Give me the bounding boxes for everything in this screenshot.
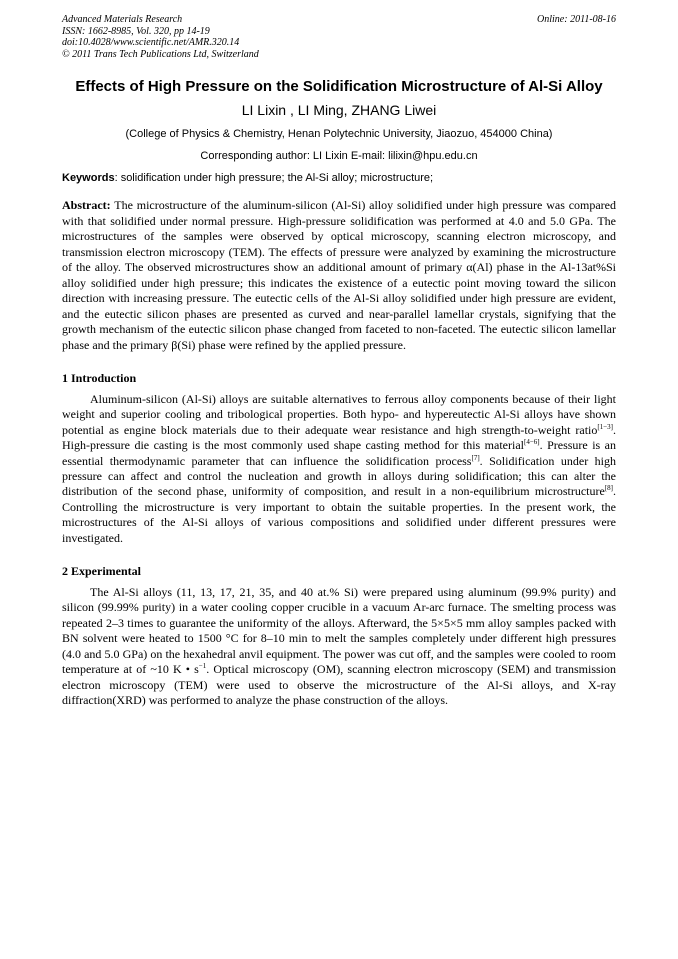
intro-text-4: . Solidification under high pressure can affect and control the nucleation and growth in alloys during solidification; this can alter the distribution of the second phase, uniformity of composition, and result in a non-equilibrium microstructure (62, 453, 616, 499)
introduction-paragraph (62, 392, 616, 546)
authors: LI Lixin , LI Ming, ZHANG Liwei (241, 102, 437, 118)
section-heading-introduction: 1 Introduction (62, 371, 137, 385)
intro-text-5: . Controlling the microstructure is very important to obtain the suitable properties. In the present work, the microstructures of the Al-Si alloys of various compositions and solidified under different pressures were investigated. (62, 484, 616, 545)
experimental-text-2: . Optical microscopy (OM), scanning electron microscopy (SEM) and transmission electron microscopy (TEM) were used to observe the microstructure of the Al-Si alloys, and X-ray diffraction(XRD) was performed to analyze the phase construction of the alloys. (62, 662, 616, 707)
section-heading-experimental: 2 Experimental (62, 564, 141, 579)
keywords-text: : solidification under high pressure; the Al-Si alloy; microstructure; (114, 172, 434, 184)
unit-exponent: −1 (198, 662, 207, 671)
online-date: Online: 2011-08-16 (537, 14, 616, 25)
citation-ref: [4−6] (523, 438, 540, 447)
issn-line: ISSN: 1662-8985, Vol. 320, pp 14-19 (62, 25, 210, 37)
citation-ref: [8] (604, 484, 613, 493)
abstract (62, 198, 616, 353)
abstract-text: The microstructure of the aluminum-silicon (Al-Si) alloy solidified under high pressure was compared with that solidified under normal pressure. High-pressure solidification was performed at 4.0 and 5.0 GPa. The microstructures of the samples were observed by optical microscopy, scanning electron microscopy, and transmission electron microscopy (TEM). The effects of pressure were analyzed by examining the microstructure of the alloy. The observed microstructures show an additional amount of primary α(Al) phase in the Al-13at%Si alloy solidified under high pressure; this indicates the existence of a eutectic point moving toward the silicon direction with increasing pressure. The eutectic cells of the Al-Si alloy solidified under high pressure are evident, and the eutectic silicon phases are presented as curved and near-parallel lamellar crystals, signifying that the growth mechanism of the eutectic silicon phase changed from faceted to non-faceted. The eutectic silicon lamellar phase and the primary β(Si) phase were refined by the applied pressure. (62, 198, 616, 352)
journal-name: Advanced Materials Research (62, 14, 183, 25)
copyright-line: © 2011 Trans Tech Publications Ltd, Switzerland (62, 48, 259, 60)
intro-text-2: . High-pressure die casting is the most commonly used shape casting method for this material (62, 422, 616, 453)
paper-title: Effects of High Pressure on the Solidification Microstructure of Al-Si Alloy (75, 78, 603, 95)
paper-page (62, 14, 616, 708)
experimental-paragraph (62, 585, 616, 708)
intro-text-1: Aluminum-silicon (Al-Si) alloys are suitable alternatives to ferrous alloy components because of their light weight and superior cooling and tribological properties. Both hypo- and hypereutectic Al-Si alloys have shown potential as engine block materials due to their adequate wear resistance and high strength-to-weight ratio (62, 392, 616, 437)
keywords-label: Keywords (62, 172, 115, 184)
citation-ref: [1−3] (597, 422, 613, 431)
experimental-text-1: The Al-Si alloys (11, 13, 17, 21, 35, and 40 at.% Si) were prepared using aluminum (99.9% purity) and silicon (99.99% purity) in a water cooling copper crucible in a vacuum Ar-arc furnace. The smelting process was repeated 2–3 times to guarantee the uniformity of the alloys. Afterward, the 5×5×5 mm alloy samples packed with BN solvent were heated to 1500 °C for 8–10 min to melt the samples completely under different high pressures (4.0 and 5.0 GPa) on the hexahedral anvil equipment. The power was cut off, and the samples were cooled to room temperature at of ~10 K • s (62, 585, 616, 677)
abstract-label: Abstract: (62, 198, 111, 212)
intro-text-3: . Pressure is an essential thermodynamic parameter that can influence the solidification process (62, 438, 616, 468)
doi-line: doi:10.4028/www.scientific.net/AMR.320.14 (62, 37, 240, 48)
journal-header (62, 14, 616, 60)
affiliation: (College of Physics & Chemistry, Henan Polytechnic University, Jiaozuo, 454000 China) (125, 128, 553, 140)
corresponding-author: Corresponding author: LI Lixin E-mail: lilixin@hpu.edu.cn (200, 150, 478, 162)
citation-ref: [7] (471, 453, 480, 462)
keywords (62, 171, 616, 185)
